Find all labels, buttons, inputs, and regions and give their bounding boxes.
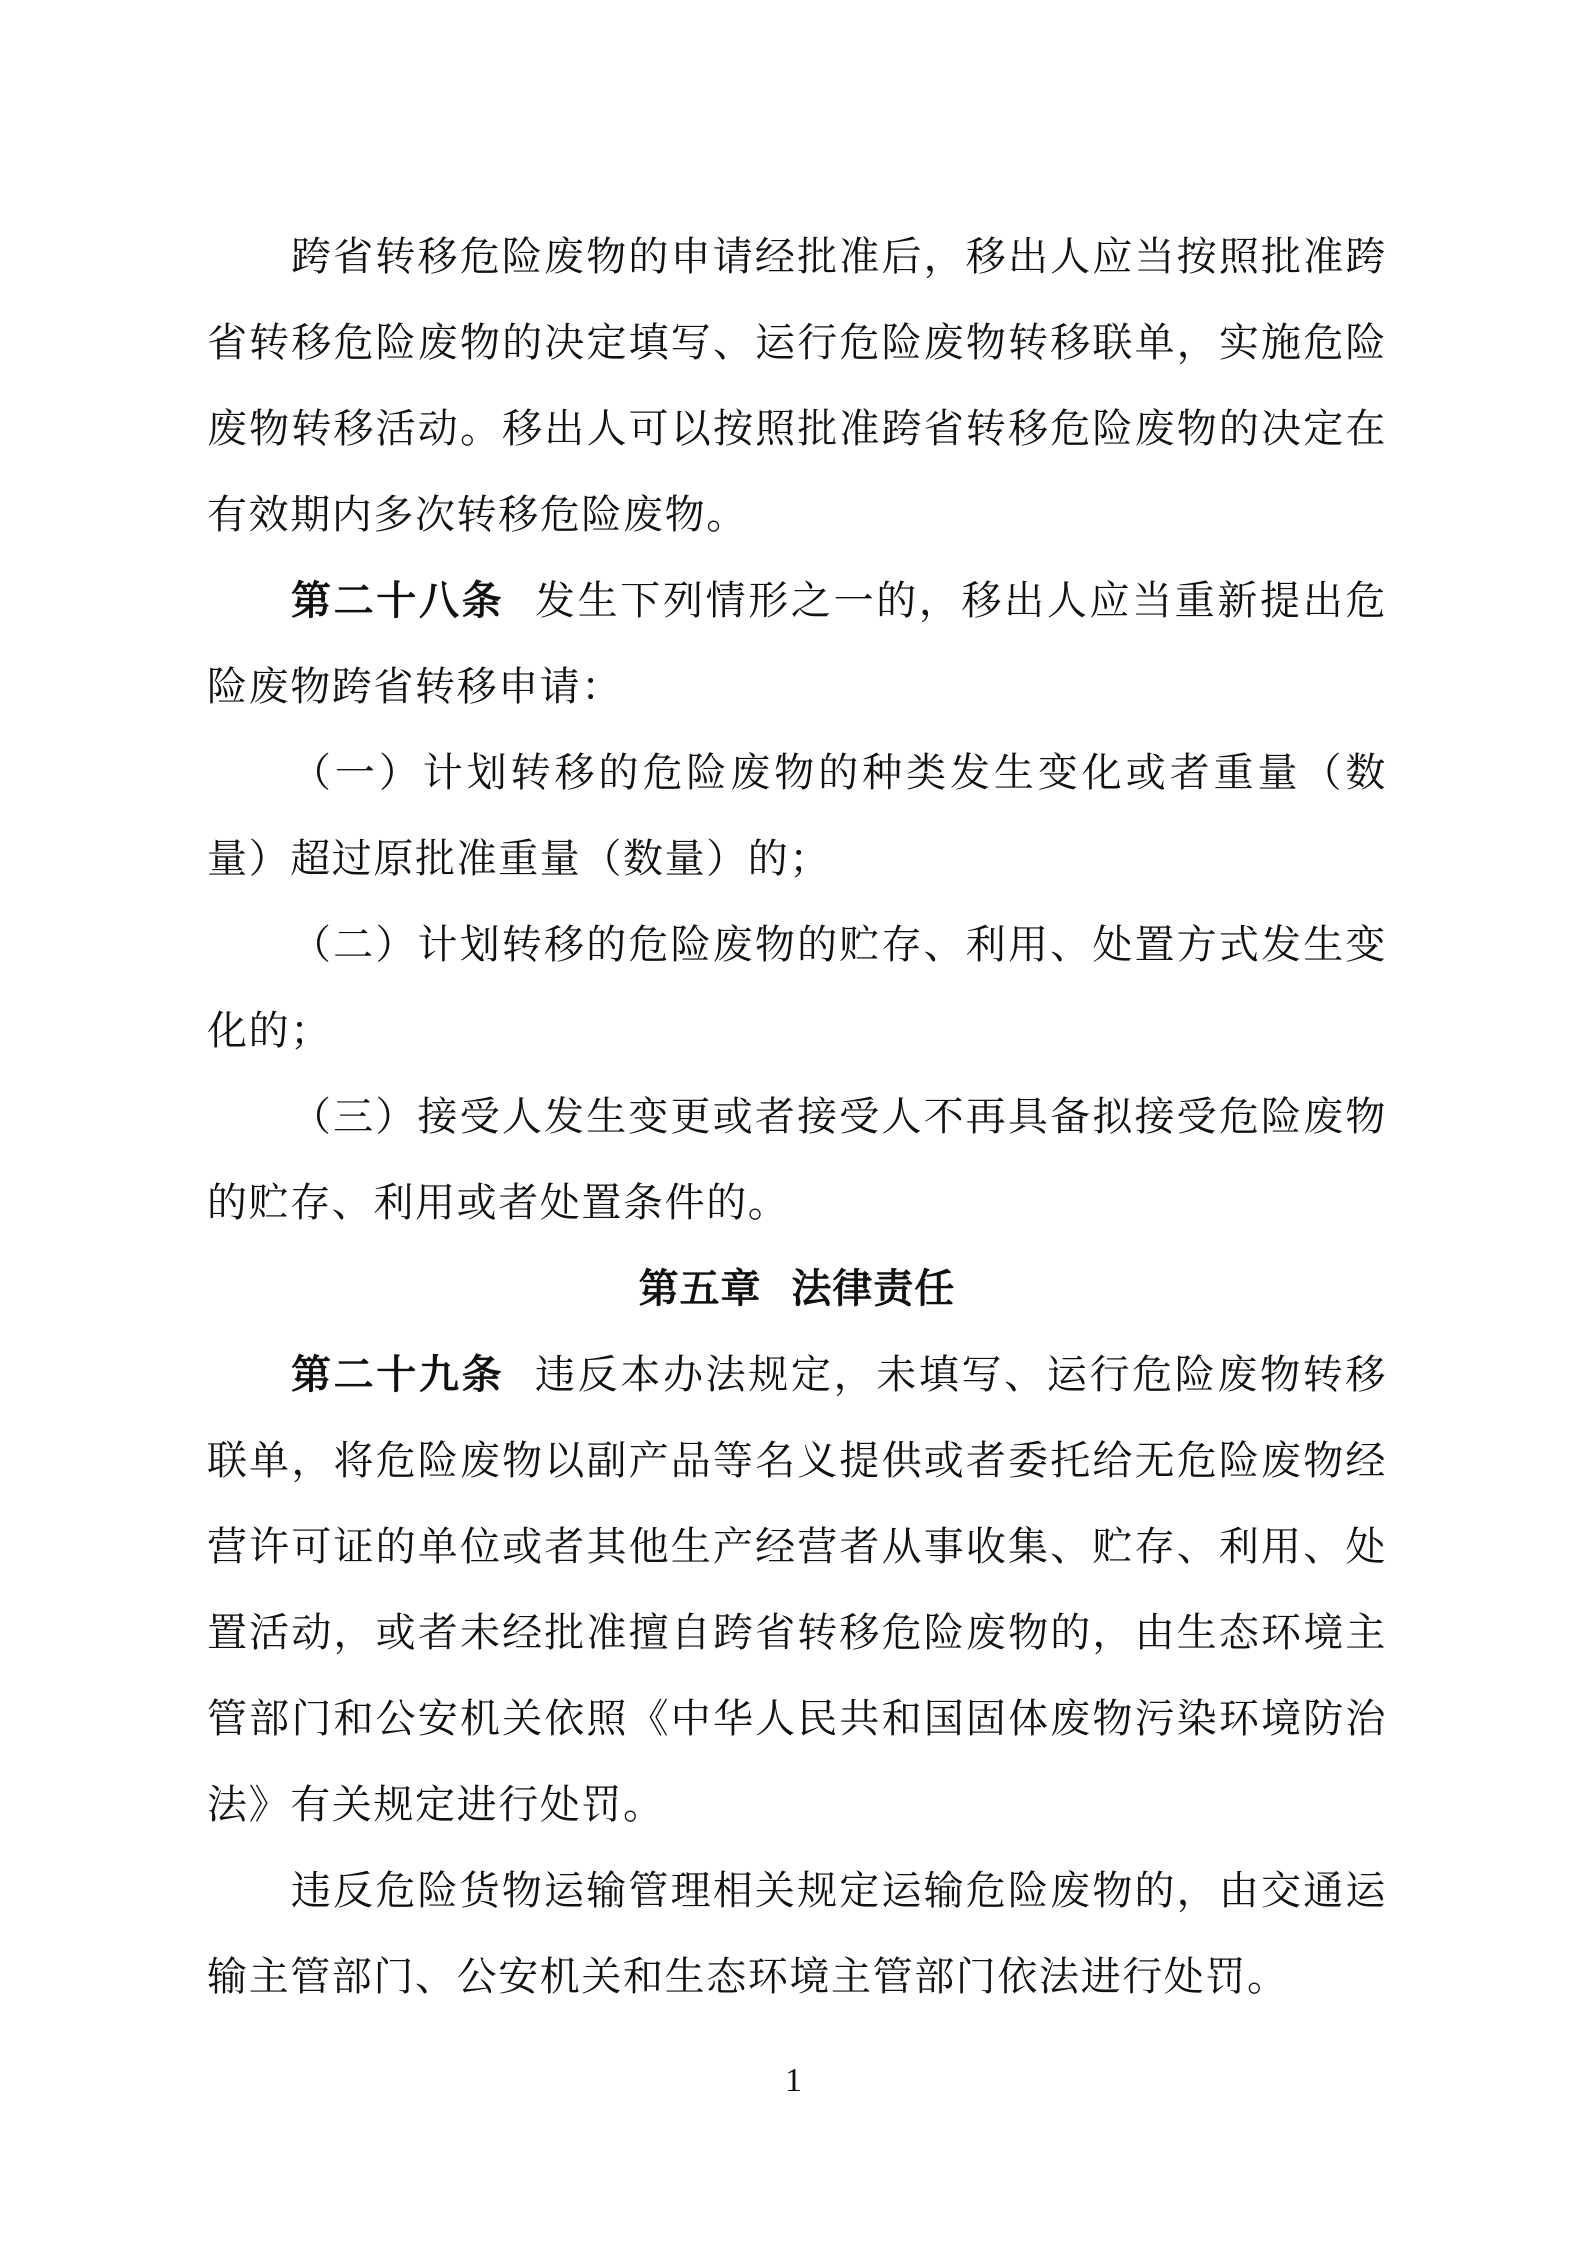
document-page	[207, 214, 1387, 2020]
article-text: 发生下列情形之一的，移出人应当重新提出危险废物跨省转移申请：	[207, 578, 1387, 710]
list-item-3: （三）接受人发生变更或者接受人不再具备拟接受危险废物的贮存、利用或者处置条件的。	[207, 1094, 1387, 1226]
list-item-2: （二）计划转移的危险废物的贮存、利用、处置方式发生变化的；	[207, 922, 1387, 1054]
article-label: 第二十八条	[291, 578, 505, 624]
chapter-label: 第五章	[638, 1266, 762, 1312]
page-number: 1	[785, 2062, 802, 2099]
article-text: 违反本办法规定，未填写、运行危险废物转移联单，将危险废物以副产品等名义提供或者委托给无危险废物经营许可证的单位或者其他生产经营者从事收集、贮存、利用、处置活动，或者未经批准擅自跨省转移危险废物的，由生态环境主管部门和公安机关依照《中华人民共和国固体废物污染环境防治法》有关规定进行处罚。	[207, 1352, 1387, 1828]
chapter-heading	[207, 1246, 1387, 1332]
list-item-1: （一）计划转移的危险废物的种类发生变化或者重量（数量）超过原批准重量（数量）的；	[207, 750, 1387, 882]
article-label: 第二十九条	[291, 1352, 505, 1398]
paragraph-transfer-approval: 跨省转移危险废物的申请经批准后，移出人应当按照批准跨省转移危险废物的决定填写、运行危险废物转移联单，实施危险废物转移活动。移出人可以按照批准跨省转移危险废物的决定在有效期内多次转移危险废物。	[207, 234, 1387, 538]
chapter-title: 法律责任	[791, 1266, 956, 1312]
article-29	[207, 1332, 1387, 1848]
article-28	[207, 558, 1387, 730]
paragraph-transport-penalty: 违反危险货物运输管理相关规定运输危险废物的，由交通运输主管部门、公安机关和生态环境主管部门依法进行处罚。	[207, 1868, 1387, 2000]
